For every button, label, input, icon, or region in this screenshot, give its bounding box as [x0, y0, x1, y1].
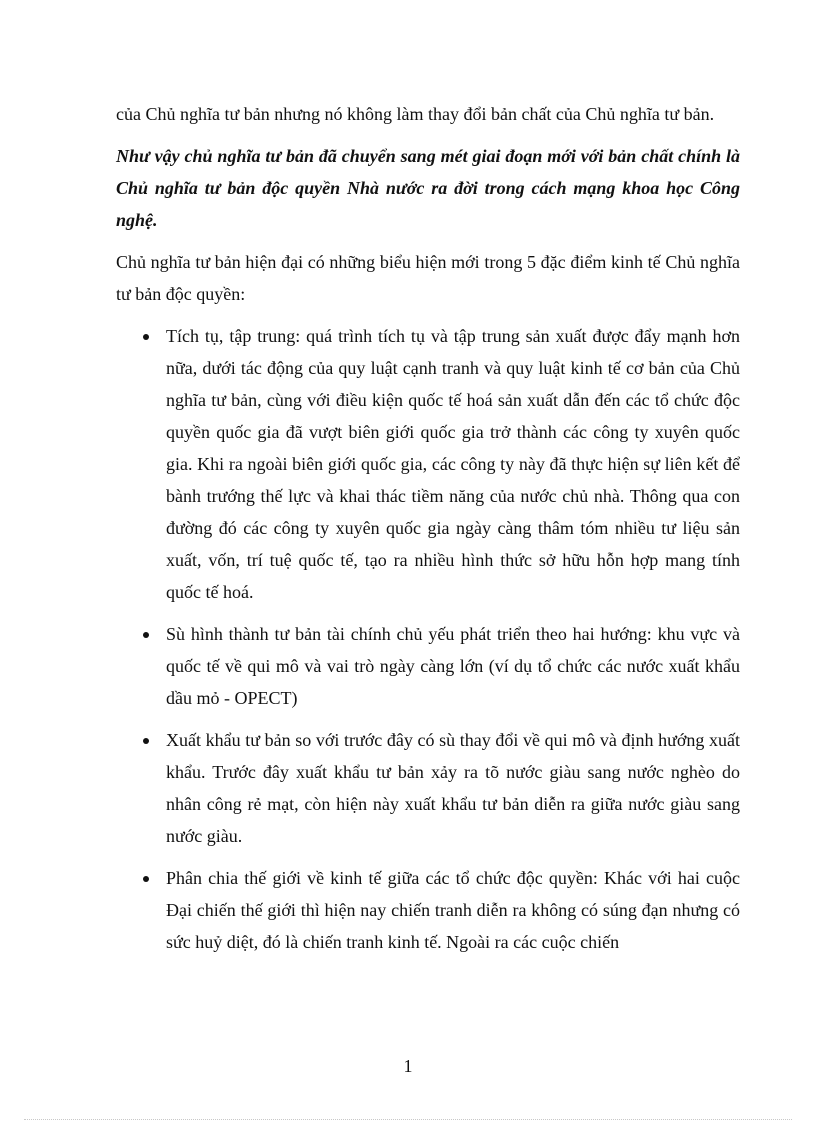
- paragraph-emphasis: Như vậy chủ nghĩa tư bản đã chuyển sang mét giai đoạn mới với bản chất chính là Chủ nghĩa tư bản độc quyền Nhà nước ra đời trong cách mạng khoa học Công nghệ.: [116, 146, 740, 230]
- page-content: [116, 98, 740, 968]
- list-item: [116, 618, 740, 714]
- list-item-text: Xuất khẩu tư bản so với trước đây có sù thay đổi về qui mô và định hướng xuất khẩu. Trước đây xuất khẩu tư bản xảy ra tõ nước giàu sang nước nghèo do nhân công rẻ mạt, còn hiện này xuất khẩu tư bản diễn ra giữa nước giàu sang nước giàu.: [166, 730, 740, 846]
- paragraph-intro: Chủ nghĩa tư bản hiện đại có những biểu hiện mới trong 5 đặc điểm kinh tế Chủ nghĩa tư bản độc quyền:: [116, 252, 740, 304]
- bullet-list: [116, 320, 740, 958]
- bullet-icon: [143, 876, 149, 882]
- bullet-icon: [143, 738, 149, 744]
- bullet-icon: [143, 632, 149, 638]
- list-item-text: Phân chia thế giới về kinh tế giữa các tổ chức độc quyền: Khác với hai cuộc Đại chiến thế giới thì hiện nay chiến tranh diễn ra không có súng đạn nhưng có sức huỷ diệt, đó là chiến tranh kinh tế. Ngoài ra các cuộc chiến: [166, 868, 740, 952]
- list-item: [116, 724, 740, 852]
- paragraph-continuation: của Chủ nghĩa tư bản nhưng nó không làm thay đổi bản chất của Chủ nghĩa tư bản.: [116, 104, 715, 124]
- list-item: [116, 320, 740, 608]
- list-item: [116, 862, 740, 958]
- bullet-icon: [143, 334, 149, 340]
- footer-divider: [24, 1119, 792, 1120]
- list-item-text: Sù hình thành tư bản tài chính chủ yếu phát triển theo hai hướng: khu vực và quốc tế về qui mô và vai trò ngày càng lớn (ví dụ tổ chức các nước xuất khẩu dầu mỏ - OPECT): [166, 624, 740, 708]
- page-number: 1: [403, 1056, 413, 1076]
- list-item-text: Tích tụ, tập trung: quá trình tích tụ và tập trung sản xuất được đẩy mạnh hơn nữa, dưới tác động của quy luật cạnh tranh và quy luật kinh tế cơ bản của Chủ nghĩa tư bản, cùng với điều kiện quốc tế hoá sản xuất dẫn đến các tổ chức độc quyền quốc gia đã vượt biên giới quốc gia trở thành các công ty xuyên quốc gia. Khi ra ngoài biên giới quốc gia, các công ty này đã thực hiện sự liên kết để bành trướng thế lực và khai thác tiềm năng của nước chủ nhà. Thông qua con đường đó các công ty xuyên quốc gia ngày càng thâm tóm nhiều tư liệu sản xuất, vốn, trí tuệ quốc tế, tạo ra nhiều hình thức sở hữu hỗn hợp mang tính quốc tế hoá.: [166, 326, 740, 602]
